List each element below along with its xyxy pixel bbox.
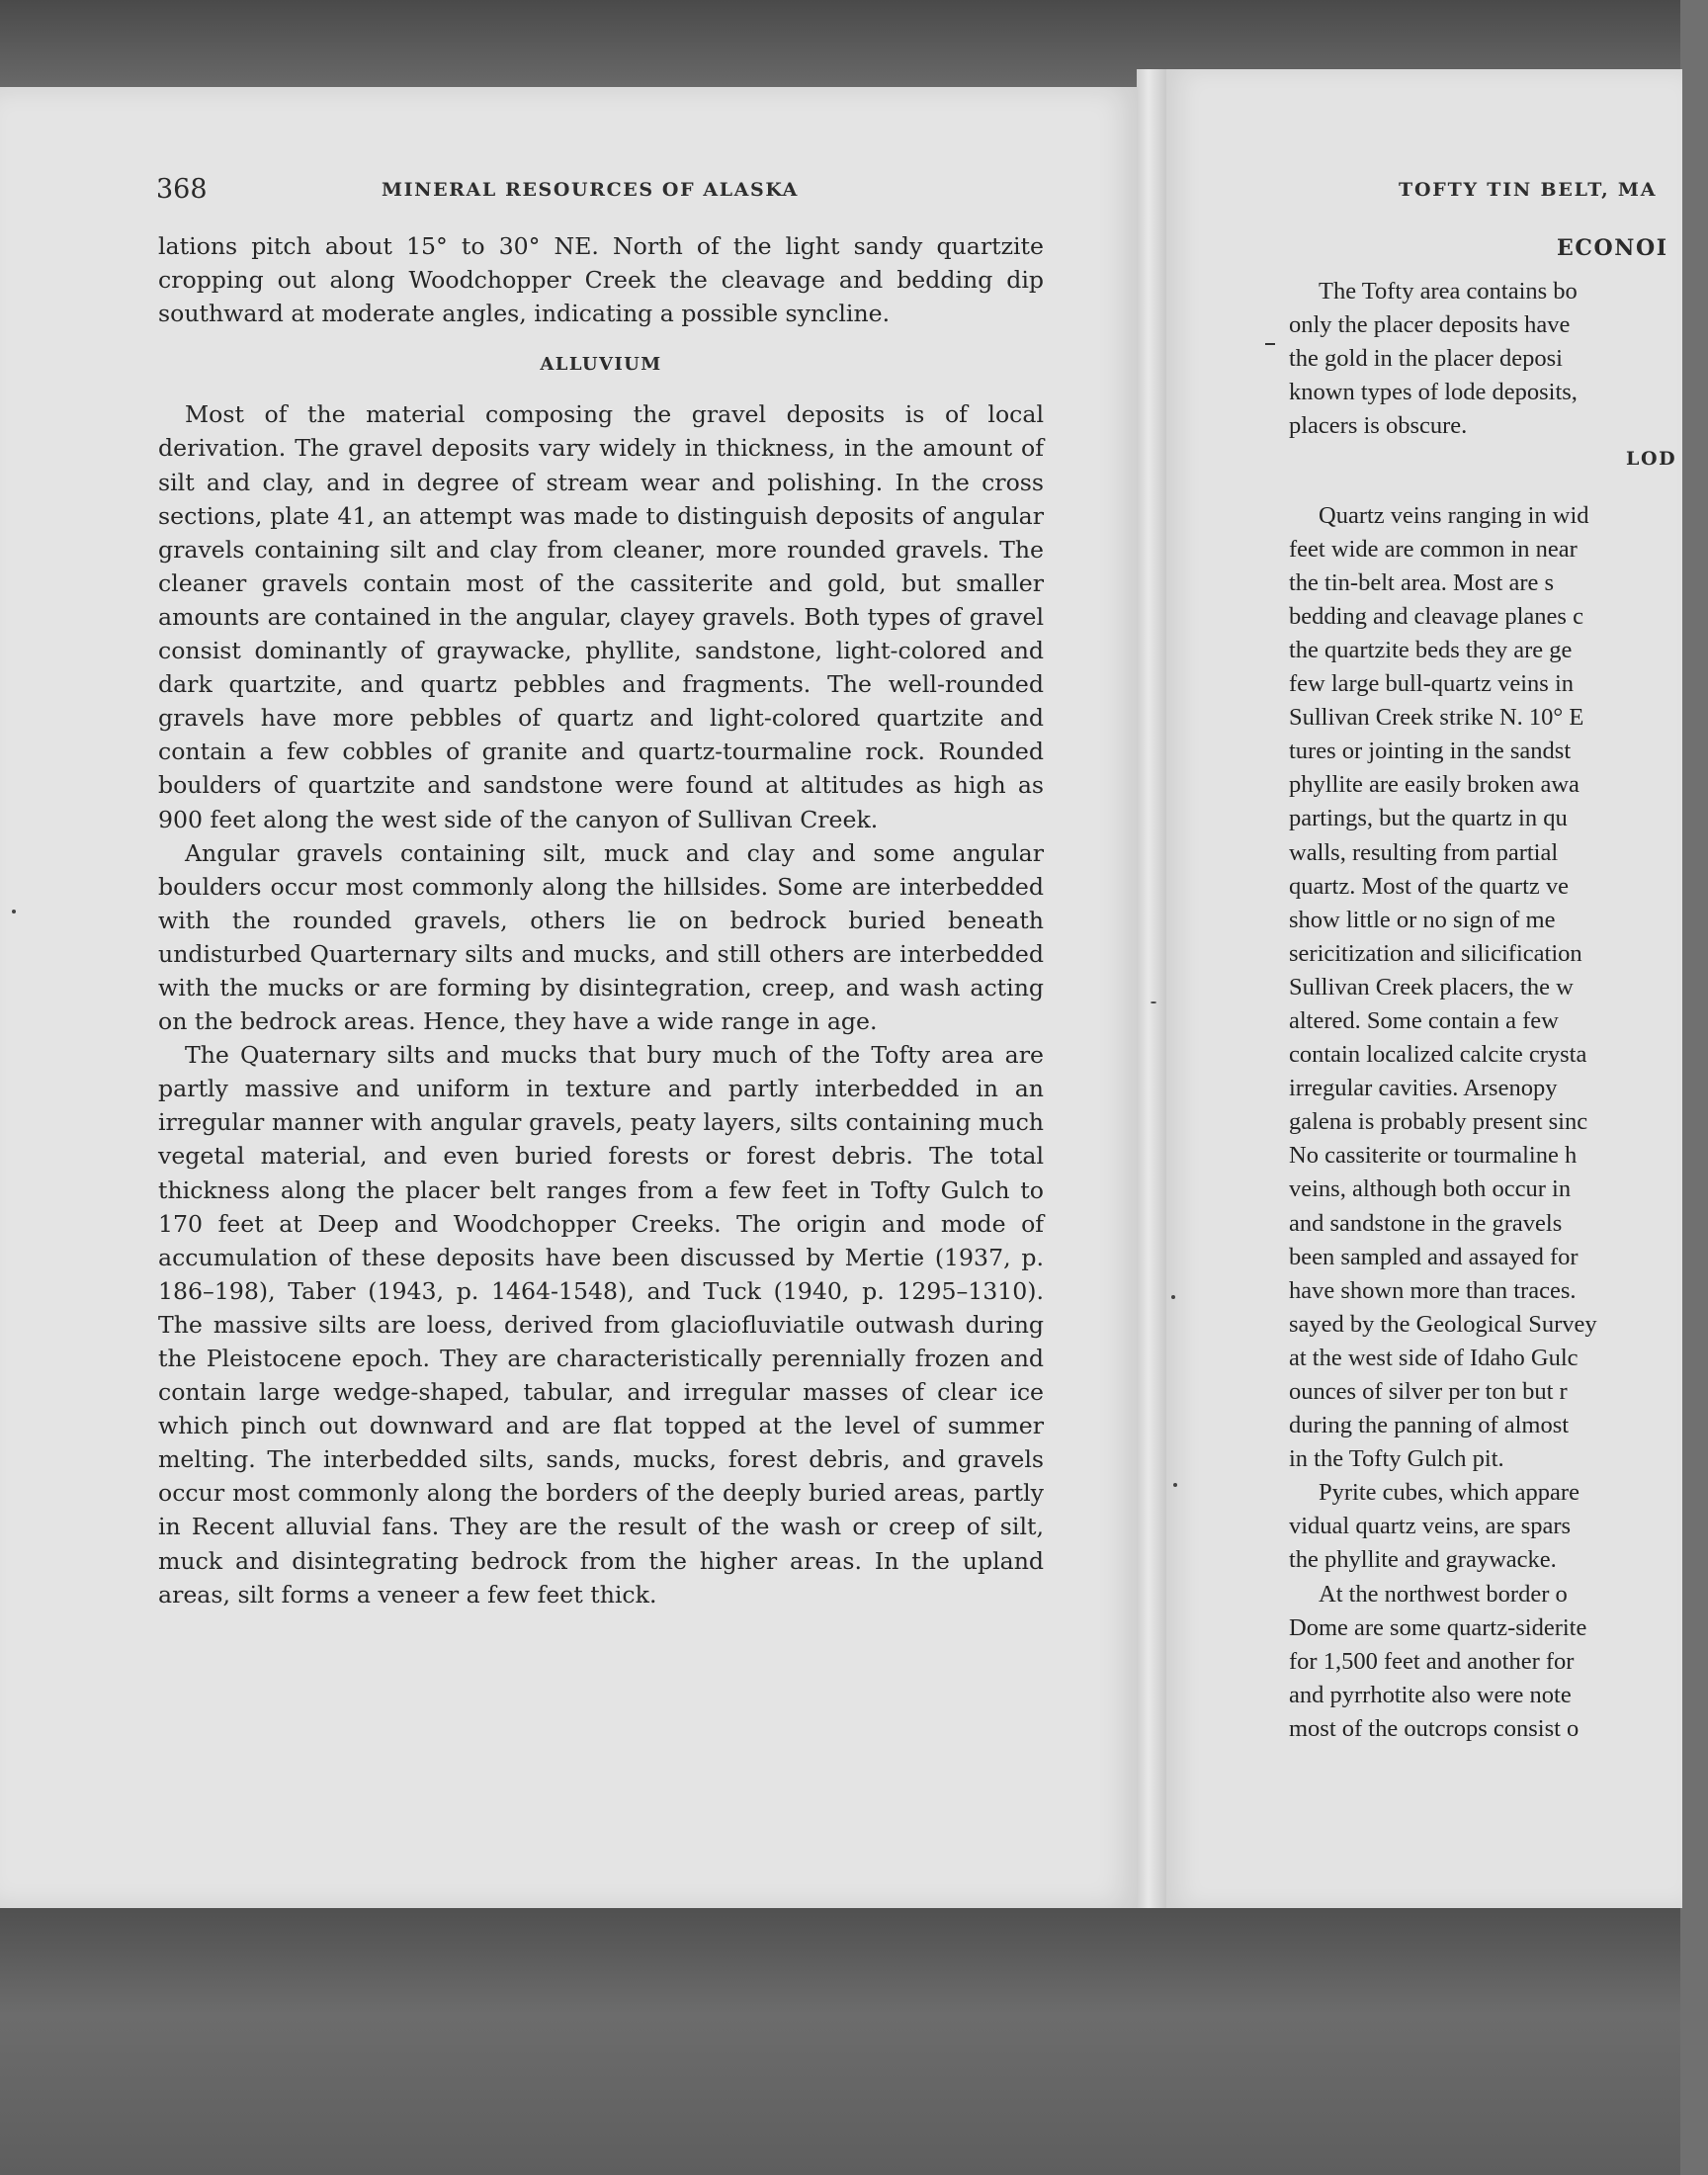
scan-speck: [1173, 1483, 1177, 1487]
paragraph-3: The Quaternary silts and mucks that bury much of the Tofty area are partly massive and uniform in texture and partly interbedded in an irregular manner with angular gravels, peaty layers, silts containing much vegetal material, and even buried forests or forest debris. The total thickness along the placer belt ranges from a few feet in Tofty Gulch to 170 feet at Deep and Woodchopper Creeks. The origin and mode of accumulation of these deposits have been discussed by Mertie (1937, p. 186–198), Taber (1943, p. 1464-1548), and Tuck (1940, p. 1295–1310). The massive silts are loess, derived from glaciofluviatile outwash during the Pleistocene epoch. They are characteristically perennially frozen and contain large wedge-shaped, tabular, and irregular masses of clear ice which pinch out downward and are flat topped at the level of summer melting. The interbedded silts, sands, mucks, forest debris, and gravels occur most commonly along the borders of the deeply buried areas, partly in Recent alluvial fans. They are the result of the wash or creep of silt, muck and disintegrating bedrock from the higher areas. In the upland areas, silt forms a veneer a few feet thick.: [158, 1041, 1044, 1609]
text-line: sayed by the Geological Survey: [1289, 1310, 1597, 1338]
left-page-body: [158, 229, 1044, 1611]
text-line: the gold in the placer deposi: [1289, 345, 1563, 373]
text-line: walls, resulting from partial: [1289, 838, 1559, 866]
text-line: been sampled and assayed for: [1289, 1243, 1579, 1270]
running-head-left: MINERAL RESOURCES OF ALASKA: [382, 179, 800, 201]
text-line: ounces of silver per ton but r: [1289, 1378, 1568, 1405]
text-line: tures or jointing in the sandst: [1289, 738, 1572, 765]
text-line: galena is probably present sinc: [1289, 1108, 1588, 1136]
scan-background-bottom: [0, 1908, 1708, 2175]
text-line: bedding and cleavage planes c: [1289, 602, 1583, 630]
text-line: quartz. Most of the quartz ve: [1289, 872, 1570, 900]
text-line: No cassiterite or tourmaline h: [1289, 1142, 1578, 1170]
section-heading-lode: LOD: [1626, 448, 1677, 470]
text-line: phyllite are easily broken awa: [1289, 771, 1580, 799]
right-page-body: [1289, 275, 1682, 1746]
text-line: for 1,500 feet and another for: [1289, 1647, 1575, 1675]
text-line: show little or no sign of me: [1289, 906, 1556, 933]
text-line: the tin-belt area. Most are s: [1289, 568, 1555, 596]
text-line: have shown more than traces.: [1289, 1276, 1577, 1304]
text-line: and pyrrhotite also were note: [1289, 1681, 1572, 1708]
paragraph-1: Most of the material composing the gravel deposits is of local derivation. The gravel deposits vary widely in thickness, in the amount of silt and clay, and in degree of stream wear and polishing. In the cross sections, plate 41, an attempt was made to distinguish deposits of angular gravels containing silt and clay from cleaner, more rounded gravels. The cleaner gravels contain most of the cassiterite and gold, but smaller amounts are contained in the angular, clayey gravels. Both types of gravel consist dominantly of graywacke, phyllite, sandstone, light-colored and dark quartzite, and quartz pebbles and fragments. The well-rounded gravels have more pebbles of quartz and light-colored quartzite and contain a few cobbles of granite and quartz-tourmaline rock. Rounded boulders of quartzite and sandstone were found at altitudes as high as 900 feet along the west side of the canyon of Sullivan Creek.: [158, 400, 1044, 833]
text-line: irregular cavities. Arsenopy: [1289, 1075, 1558, 1102]
scan-speck: [1171, 1295, 1175, 1299]
text-line: vidual quartz veins, are spars: [1289, 1513, 1572, 1540]
text-line: Pyrite cubes, which appare: [1319, 1479, 1580, 1507]
text-line: altered. Some contain a few: [1289, 1006, 1559, 1034]
scan-speck: [12, 910, 16, 914]
scan-speck: [1151, 1001, 1156, 1003]
margin-dash-mark: [1265, 343, 1275, 345]
text-line: the quartzite beds they are ge: [1289, 636, 1573, 663]
text-line: only the placer deposits have: [1289, 311, 1571, 339]
scan-background-right: [1680, 0, 1708, 2175]
text-line: in the Tofty Gulch pit.: [1289, 1445, 1504, 1473]
text-line: Quartz veins ranging in wid: [1319, 501, 1589, 529]
text-line: feet wide are common in near: [1289, 535, 1578, 563]
text-line: at the west side of Idaho Gulc: [1289, 1344, 1579, 1371]
text-line: partings, but the quartz in qu: [1289, 805, 1568, 832]
text-line: few large bull-quartz veins in: [1289, 670, 1575, 698]
text-line: the phyllite and graywacke.: [1289, 1546, 1557, 1574]
text-line: during the panning of almost: [1289, 1412, 1570, 1439]
book-gutter: [1137, 69, 1166, 1908]
text-line: known types of lode deposits,: [1289, 379, 1578, 406]
text-line: Dome are some quartz-siderite: [1289, 1613, 1587, 1641]
paragraph-intro: lations pitch about 15° to 30° NE. North of the light sandy quartzite cropping out along Woodchopper Creek the cleavage and bedding dip southward at moderate angles, indicating a possible syncline.: [158, 232, 1044, 328]
text-line: contain localized calcite crysta: [1289, 1041, 1587, 1069]
text-line: placers is obscure.: [1289, 412, 1468, 440]
section-heading-economic: ECONOI: [1557, 235, 1668, 261]
section-heading-alluvium: ALLUVIUM: [540, 354, 662, 376]
page-number: 368: [156, 174, 208, 205]
text-line: The Tofty area contains bo: [1319, 278, 1578, 304]
text-line: Sullivan Creek placers, the w: [1289, 973, 1574, 1000]
text-line: Sullivan Creek strike N. 10° E: [1289, 704, 1584, 732]
right-page: [1166, 69, 1682, 1908]
text-line: veins, although both occur in: [1289, 1175, 1572, 1203]
text-line: At the northwest border o: [1319, 1580, 1568, 1608]
text-line: sericitization and silicification: [1289, 939, 1582, 967]
paragraph-2: Angular gravels containing silt, muck and clay and some angular boulders occur most commonly along the hillsides. Some are interbedded with the rounded gravels, others lie on bedrock buried beneath undisturbed Quarternary silts and mucks, and still others are interbedded with the mucks or are forming by disintegration, creep, and wash acting on the bedrock areas. Hence, they have a wide range in age.: [158, 838, 1044, 1036]
text-line: most of the outcrops consist o: [1289, 1714, 1580, 1742]
running-head-right: TOFTY TIN BELT, MA: [1399, 179, 1658, 201]
text-line: and sandstone in the gravels: [1289, 1209, 1563, 1237]
